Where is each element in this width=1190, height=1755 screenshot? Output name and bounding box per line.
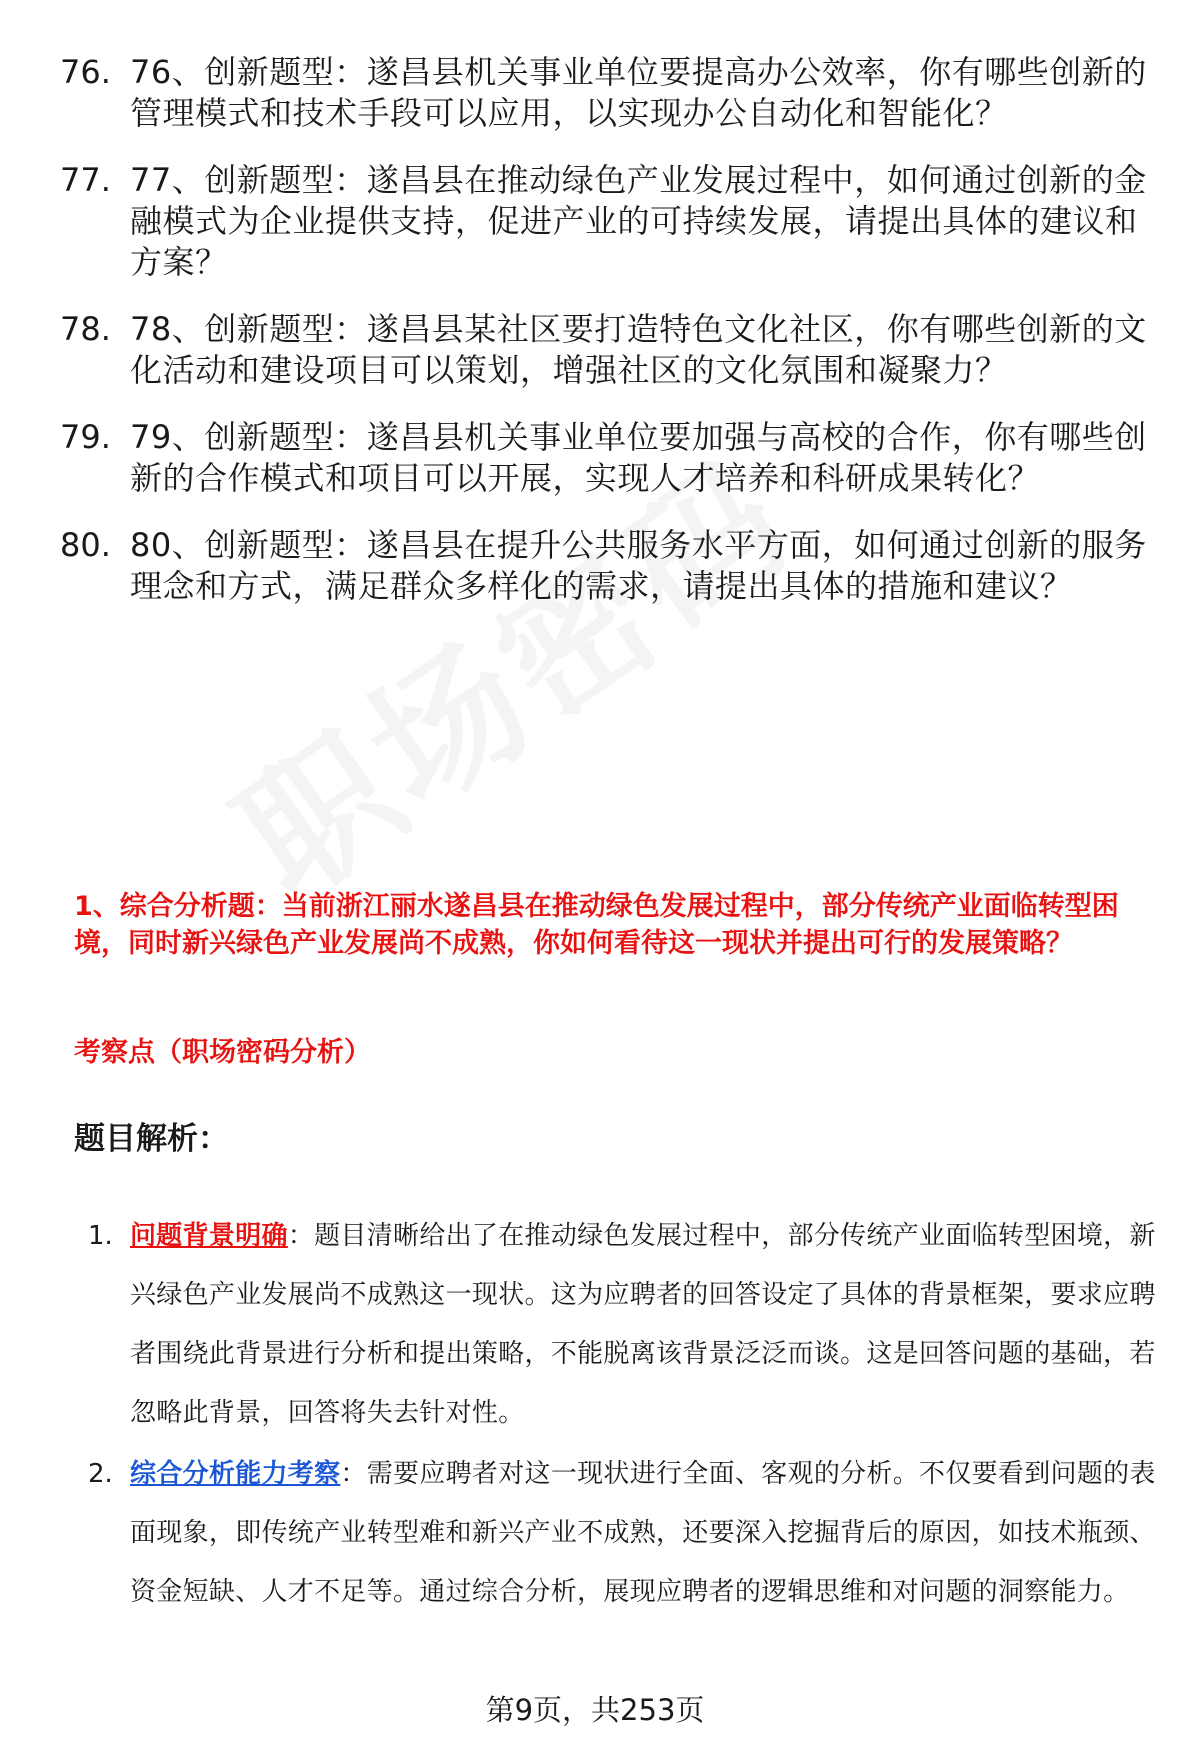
question-text: 78、创新题型：遂昌县某社区要打造特色文化社区，你有哪些创新的文化活动和建设项目可以策划，增强社区的文化氛围和凝聚力？ <box>130 310 1147 389</box>
analysis-text <box>130 1445 1160 1622</box>
analysis-content: 需要应聘者对这一现状进行全面、客观的分析。不仅要看到问题的表面现象，即传统产业转型难和新兴产业不成熟，还要深入挖掘背后的原因，如技术瓶颈、资金短缺、人才不足等。通过综合分析，展现应聘者的逻辑思维和对问题的洞察能力。 <box>130 1459 1156 1607</box>
analysis-text <box>130 1207 1160 1443</box>
list-item <box>88 1207 1160 1443</box>
list-number: 76. <box>60 53 111 91</box>
examination-point-label: 考察点（职场密码分析） <box>74 1037 371 1068</box>
question-text: 80、创新题型：遂昌县在提升公共服务水平方面，如何通过创新的服务理念和方式，满足群众多样化的需求，请提出具体的措施和建议？ <box>130 526 1147 605</box>
list-number: 79. <box>60 418 111 456</box>
question-text: 77、创新题型：遂昌县在推动绿色产业发展过程中，如何通过创新的金融模式为企业提供支持，促进产业的可持续发展，请提出具体的建议和方案？ <box>130 161 1147 281</box>
separator: ： <box>340 1459 367 1489</box>
list-item <box>60 52 1160 134</box>
separator: ： <box>287 1221 315 1251</box>
list-item <box>88 1445 1160 1622</box>
analysis-title: 题目解析： <box>74 1121 229 1157</box>
list-item <box>60 525 1160 607</box>
question-heading: 1、综合分析题：当前浙江丽水遂昌县在推动绿色发展过程中，部分传统产业面临转型困境，同时新兴绿色产业发展尚不成熟，你如何看待这一现状并提出可行的发展策略？ <box>74 891 1119 959</box>
list-number: 2. <box>88 1459 113 1489</box>
analysis-list <box>88 1207 1160 1624</box>
keyword-link[interactable]: 问题背景明确 <box>130 1221 288 1251</box>
list-number: 77. <box>60 161 111 199</box>
keyword-link[interactable]: 综合分析能力考察 <box>130 1459 341 1489</box>
list-number: 78. <box>60 310 111 348</box>
list-number: 1. <box>88 1221 113 1251</box>
question-text: 76、创新题型：遂昌县机关事业单位要提高办公效率，你有哪些创新的管理模式和技术手段可以应用，以实现办公自动化和智能化？ <box>130 53 1147 132</box>
question-list <box>60 52 1160 633</box>
list-item <box>60 417 1160 499</box>
list-number: 80. <box>60 526 111 564</box>
page-number: 第9页，共253页 <box>485 1693 705 1727</box>
analysis-content: 题目清晰给出了在推动绿色发展过程中，部分传统产业面临转型困境，新兴绿色产业发展尚不成熟这一现状。这为应聘者的回答设定了具体的背景框架，要求应聘者围绕此背景进行分析和提出策略，不能脱离该背景泛泛而谈。这是回答问题的基础，若忽略此背景，回答将失去针对性。 <box>130 1221 1156 1428</box>
question-text: 79、创新题型：遂昌县机关事业单位要加强与高校的合作，你有哪些创新的合作模式和项目可以开展，实现人才培养和科研成果转化？ <box>130 418 1147 497</box>
list-item <box>60 160 1160 283</box>
list-item <box>60 309 1160 391</box>
